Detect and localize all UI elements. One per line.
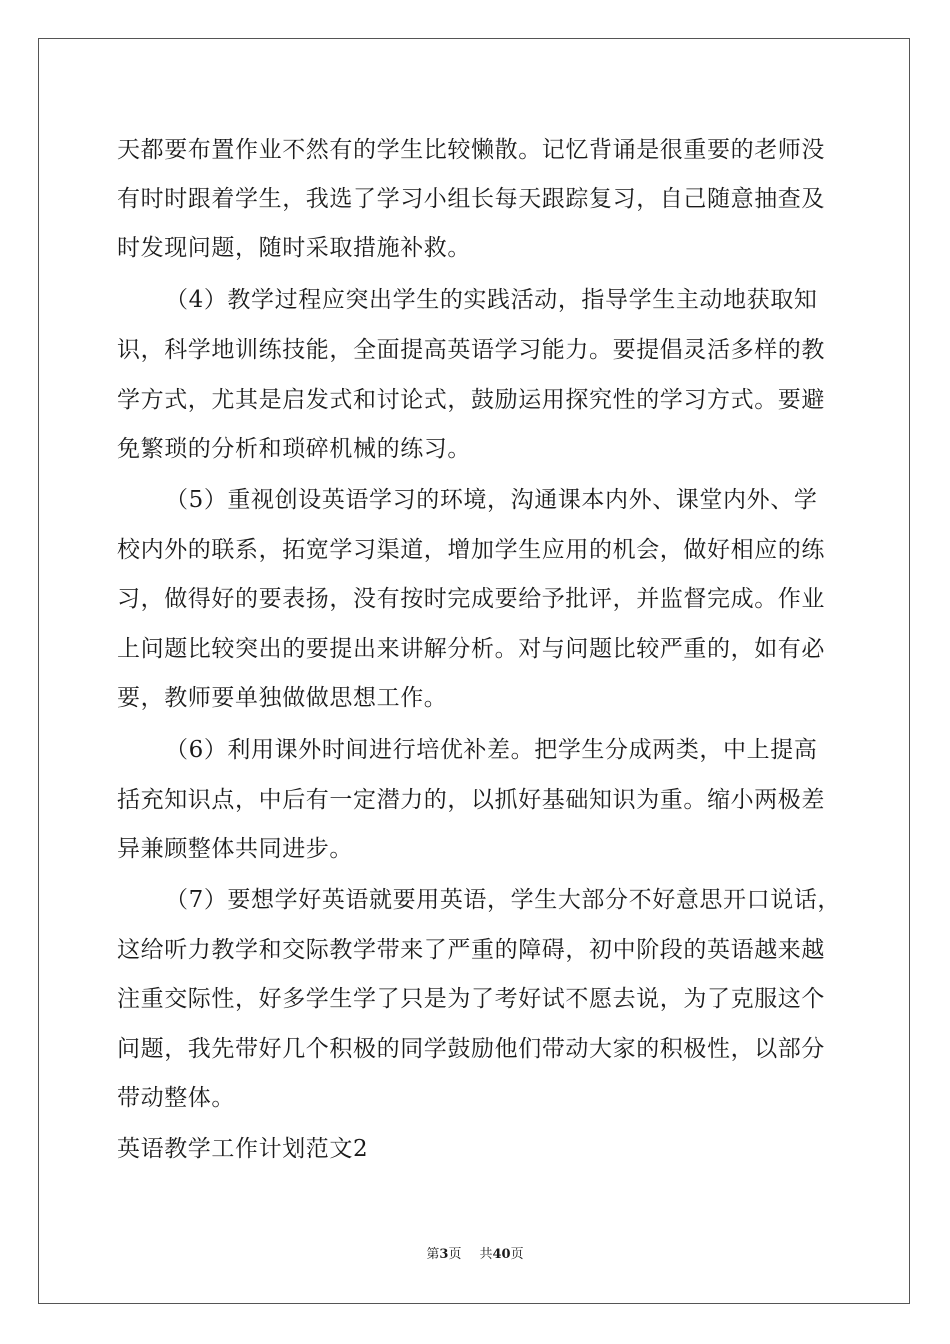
footer-total-suffix: 页	[510, 1247, 524, 1262]
body-text-line: 上问题比较突出的要提出来讲解分析。对与问题比较严重的，如有必	[117, 636, 825, 662]
paragraph-7-start: （7）要想学好英语就要用英语，学生大部分不好意思开口说话，	[165, 887, 842, 913]
page-border	[38, 38, 910, 1304]
section-heading: 英语教学工作计划范文2	[117, 1136, 369, 1162]
body-text-line: 带动整体。	[117, 1085, 235, 1111]
footer-page-number: 3	[439, 1247, 449, 1262]
body-text-line: 识，科学地训练技能，全面提高英语学习能力。要提倡灵活多样的教	[117, 337, 825, 363]
body-text-line: 时发现问题，随时采取措施补救。	[117, 235, 471, 261]
paragraph-5-start: （5）重视创设英语学习的环境，沟通课本内外、课堂内外、学	[165, 487, 818, 513]
body-text-line: 校内外的联系，拓宽学习渠道，增加学生应用的机会，做好相应的练	[117, 537, 825, 563]
body-text-line: 天都要布置作业不然有的学生比较懒散。记忆背诵是很重要的老师没	[117, 137, 825, 163]
paragraph-6-start: （6）利用课外时间进行培优补差。把学生分成两类，中上提高	[165, 737, 818, 763]
page-footer	[0, 1246, 950, 1264]
body-text-line: 学方式，尤其是启发式和讨论式，鼓励运用探究性的学习方式。要避	[117, 387, 825, 413]
body-text-line: 这给听力教学和交际教学带来了严重的障碍，初中阶段的英语越来越	[117, 937, 825, 963]
paragraph-4-start: （4）教学过程应突出学生的实践活动，指导学生主动地获取知	[165, 287, 818, 313]
body-text-line: 注重交际性，好多学生学了只是为了考好试不愿去说，为了克服这个	[117, 986, 825, 1012]
body-text-line: 习，做得好的要表扬，没有按时完成要给予批评，并监督完成。作业	[117, 586, 825, 612]
body-text-line: 问题，我先带好几个积极的同学鼓励他们带动大家的积极性，以部分	[117, 1036, 825, 1062]
body-text-line: 异兼顾整体共同进步。	[117, 836, 353, 862]
footer-total-number: 40	[492, 1247, 511, 1262]
body-text-line: 有时时跟着学生，我选了学习小组长每天跟踪复习，自己随意抽查及	[117, 186, 825, 212]
footer-total-prefix: 共	[479, 1247, 493, 1262]
footer-page-prefix: 第	[426, 1247, 440, 1262]
body-text-line: 免繁琐的分析和琐碎机械的练习。	[117, 436, 471, 462]
footer-page-suffix: 页	[448, 1247, 462, 1262]
body-text-line: 括充知识点，中后有一定潜力的，以抓好基础知识为重。缩小两极差	[117, 787, 825, 813]
body-text-line: 要，教师要单独做做思想工作。	[117, 685, 448, 711]
